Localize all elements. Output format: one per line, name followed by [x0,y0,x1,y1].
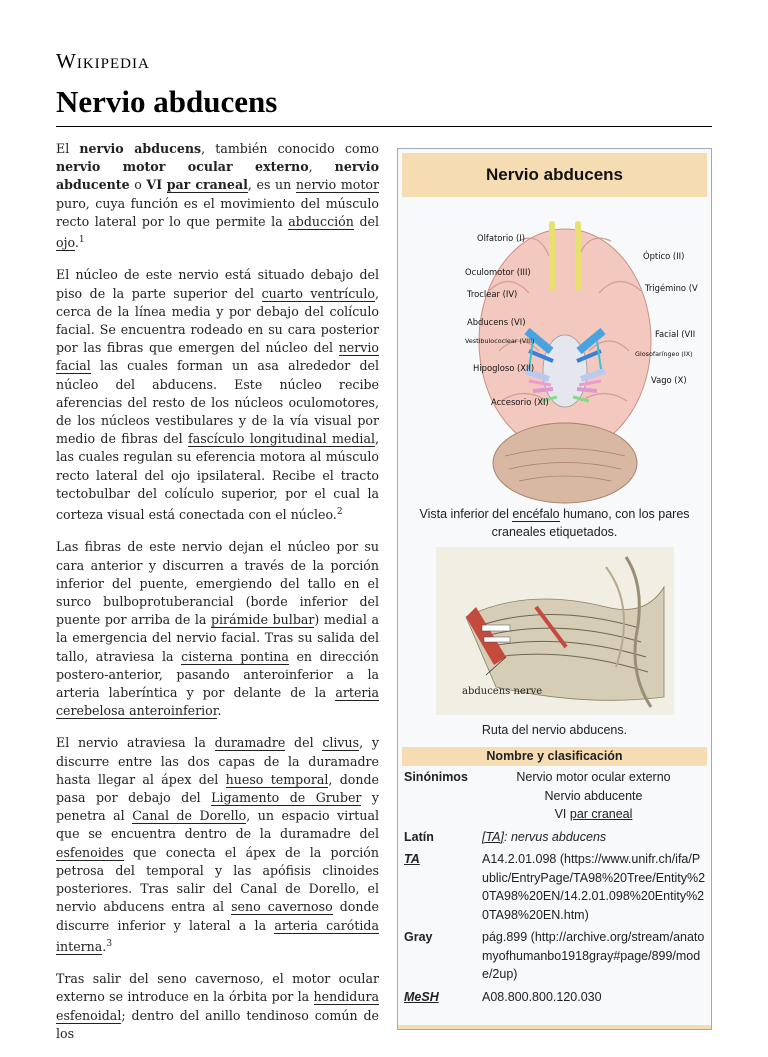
link-clivus[interactable]: clivus [322,735,360,751]
infobox-title: Nervio abducens [402,153,707,197]
wikipedia-logo[interactable]: Wikipedia [56,49,150,73]
label-trigemino: Trigémino (V [644,283,698,293]
label-latin: Latín [404,829,434,844]
link-cuarto-ventriculo[interactable]: cuarto ventrículo [261,285,375,301]
paragraph-nucleus: El núcleo de este nervio está situado debajo del piso de la parte superior del cuarto ventrículo, cerca de la línea media y por debajo del colículo facial. Se encuentra rodeado en su cara posterior por las fibras que emergen del núcleo del nervio facial las cuales forman un asa alrededor del núcleo del abducens. Este núcleo recibe aferencias del resto de los núcleos oculomotores, de los núcleos vestibulares y de la vía visual por medio de fibras del fascículo longitudinal medial, las cuales regulan su eferencia motora al músculo recto lateral del ojo ipsilateral. Recibe el tracto tectobulbar del colículo superior, por el cual la corteza visual está conectada con el núcleo.$^2$ [56,267,379,523]
link-nervio-facial[interactable]: nervio facial [56,340,379,374]
brain-drawing [476,221,651,503]
value-ta[interactable]: A14.2.01.098 (https://www.unifr.ch/ifa/Public/EntryPage/TA98%20Tree/Entity%20TA98%20EN/14.2.01.098%20Entity%20TA98%20EN.htm) [482,852,706,922]
label-abducens-nerve: abducens nerve [461,686,542,697]
link-par-craneal[interactable]: par craneal [166,177,248,193]
brain-image-caption: Vista inferior del encéfalo humano, con los pares craneales etiquetados. [419,507,690,539]
label-ta[interactable]: TA [404,852,420,866]
link-seno-cavernoso[interactable]: seno cavernoso [231,899,333,915]
label-abducens: Abducens (VI) [466,317,525,327]
paragraph-intro: El nervio abducens, también conocido como nervio motor ocular externo, nervio abducente o VI par craneal, es un nervio motor puro, cuya función es el movimiento del músculo recto lateral por lo que permite la abducción del ojo.$^1$ [56,141,380,251]
link-arteria-carotida[interactable]: arteria carótida interna [56,917,379,954]
paragraph-orbit: Tras salir del seno cavernoso, el motor ocular externo se introduce en la órbita por la hendidura esfenoidal; dentro del anillo tendinoso común de los [56,971,379,1041]
title-divider [56,126,712,127]
link-duramadre[interactable]: duramadre [214,735,286,751]
label-hipogloso: Hipogloso (XII) [472,363,534,373]
link-hueso-temporal[interactable]: hueso temporal [225,771,329,787]
infobox-footer-band [398,1025,711,1029]
row-mesh [402,986,707,1009]
row-gray [402,926,707,986]
link-ojo[interactable]: ojo [56,235,75,251]
link-par-craneal-infobox[interactable]: par craneal [569,807,633,821]
label-oculomotor: Oculomotor (III) [464,267,531,277]
page-title: Nervio abducens [56,84,278,119]
label-troclear: Troclear (IV) [466,289,517,299]
reference-1[interactable]: 1 [78,235,85,246]
paragraph-fibers: Las fibras de este nervio dejan el núcleo por su cara anterior y discurren a través de la porción inferior del puente, emergiendo del tallo en el surco bulboprotuberancial (borde inferior del puente por arriba de la pirámide bulbar) medial a la emergencia del nervio facial. Tras su salida del tallo, atraviesa la cisterna pontina en dirección postero-anterior, pasando anteroinferior a la arteria laberíntica y por delante de la arteria cerebelosa anteroinferior. [56,539,379,719]
link-fasciculo-longitudinal-medial[interactable]: fascículo longitudinal medial [188,431,375,447]
link-cisterna-pontina[interactable]: cisterna pontina [181,648,289,664]
section-nombre-clasificacion: Nombre y clasificación [402,747,707,766]
paragraph-course: El nervio atraviesa la duramadre del clivus, y discurre entre las dos capas de la duramadre hasta llegar al ápex del hueso temporal, donde pasa por debajo del Ligamento de Gruber y penetra al Canal de Dorello, un espacio virtual que se encuentra dentro de la duramadre del esfenoides que conecta el ápex de la porción petrosa del temporal y las apófisis clinoides posteriores. Tras salir del Canal de Dorello, el nervio abducens entra al seno cavernoso donde discurre inferior y lateral a la arteria carótida interna.$^3$ [56,735,379,954]
abducens-route-image[interactable] [436,547,674,715]
link-encefalo[interactable]: encéfalo [512,507,560,521]
row-sinonimos [402,766,707,826]
route-image-caption: Ruta del nervio abducens. [481,723,628,737]
label-optico: Óptico (II) [642,251,684,261]
label-vago: Vago (X) [650,375,687,385]
link-piramide-bulbar[interactable]: pirámide bulbar [210,612,315,628]
link-abduccion[interactable]: abducción [288,213,354,229]
label-accesorio: Accesorio (XI) [490,397,549,407]
label-mesh[interactable]: MeSH [404,989,439,1004]
link-nervio-motor[interactable]: nervio motor [295,177,380,193]
label-glosofaringeo: Glosofaríngeo (IX) [634,350,693,358]
label-olfatorio: Olfatorio (I) [476,233,525,243]
label-gray: Gray [404,930,433,944]
link-ligamento-gruber[interactable]: Ligamento de Gruber [211,790,362,806]
value-latin: [TA]: nervus abducens [482,829,607,844]
row-latin [402,826,707,849]
link-arteria-cerebelosa[interactable]: arteria cerebelosa anteroinferior [56,685,379,719]
label-vestibulococlear: Vestibulococlear (VIII) [464,337,534,345]
link-ta[interactable]: [TA] [482,829,504,844]
link-canal-dorello[interactable]: Canal de Dorello [132,808,247,824]
brain-inferior-view-image[interactable] [429,201,698,499]
value-sinonimos: Nervio motor ocular externo Nervio abducente VI par craneal [516,770,671,821]
infobox [397,148,712,1030]
row-ta [402,848,707,926]
reference-2[interactable]: 2 [336,507,343,518]
link-hendidura-esfenoidal[interactable]: hendidura esfenoidal [56,989,379,1023]
value-gray[interactable]: pág.899 (http://archive.org/stream/anatomyofhumanbo1918gray#page/899/mode/2up) [482,930,705,981]
link-esfenoides[interactable]: esfenoides [56,844,124,860]
value-mesh: A08.800.800.120.030 [482,989,602,1004]
reference-3[interactable]: 3 [106,938,113,949]
article-body [56,140,379,1057]
label-sinonimos: Sinónimos [404,770,468,784]
label-facial: Facial (VII [654,329,695,339]
